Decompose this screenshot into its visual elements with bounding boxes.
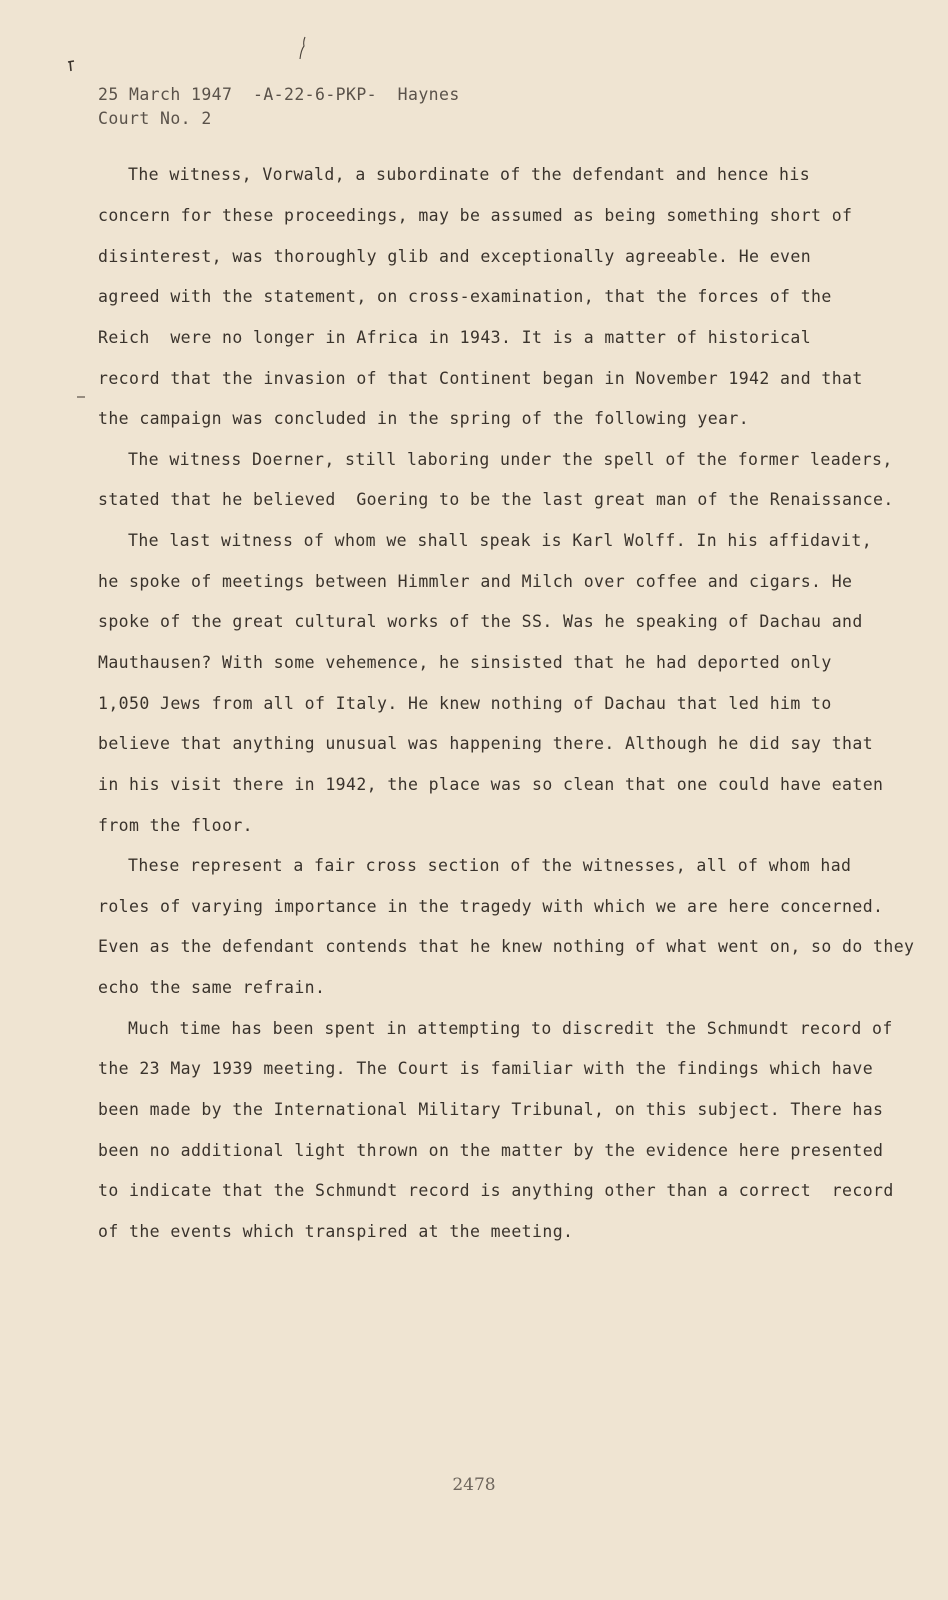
margin-tick-mark: [67, 60, 75, 72]
body-line: disinterest, was thoroughly glib and exceptionally agreeable. He even: [98, 247, 812, 266]
body-line: from the floor.: [98, 816, 254, 835]
body-line: agreed with the statement, on cross-examination, that the forces of the: [98, 287, 832, 306]
body-line: been no additional light thrown on the matter by the evidence here presented: [98, 1141, 884, 1160]
body-line: spoke of the great cultural works of the SS. Was he speaking of Dachau and: [98, 612, 863, 631]
body-line: roles of varying importance in the tragedy with which we are here concerned.: [98, 897, 884, 916]
body-line: been made by the International Military Tribunal, on this subject. There has: [98, 1100, 884, 1119]
body-line: to indicate that the Schmundt record is anything other than a correct record: [98, 1181, 894, 1200]
body-line: These represent a fair cross section of the witnesses, all of whom had: [128, 856, 852, 875]
header-court-number: Court No. 2: [98, 109, 212, 128]
body-line: stated that he believed Goering to be the last great man of the Renaissance.: [98, 490, 894, 509]
body-line: concern for these proceedings, may be assumed as being something short of: [98, 206, 853, 225]
document-header: [98, 83, 460, 131]
body-line: Reich were no longer in Africa in 1943. It is a matter of historical: [98, 328, 812, 347]
margin-dash-mark: [76, 395, 86, 399]
body-line: echo the same refrain.: [98, 978, 326, 997]
pencil-mark: [298, 36, 308, 60]
body-line: The last witness of whom we shall speak is Karl Wolff. In his affidavit,: [128, 531, 873, 550]
header-date-reference: 25 March 1947 -A-22-6-PKP- Haynes: [98, 85, 460, 104]
body-line: Much time has been spent in attempting to discredit the Schmundt record of: [128, 1019, 893, 1038]
body-line: 1,050 Jews from all of Italy. He knew nothing of Dachau that led him to: [98, 694, 832, 713]
body-line: believe that anything unusual was happening there. Although he did say that: [98, 734, 874, 753]
body-line: he spoke of meetings between Himmler and Milch over coffee and cigars. He: [98, 572, 853, 591]
body-line: the 23 May 1939 meeting. The Court is familiar with the findings which have: [98, 1059, 874, 1078]
body-line: the campaign was concluded in the spring of the following year.: [98, 409, 750, 428]
body-line: Even as the defendant contends that he knew nothing of what went on, so do they: [98, 937, 915, 956]
body-line: record that the invasion of that Continent began in November 1942 and that: [98, 369, 863, 388]
body-line: The witness Doerner, still laboring under the spell of the former leaders,: [128, 450, 893, 469]
body-line: Mauthausen? With some vehemence, he sinsisted that he had deported only: [98, 653, 832, 672]
body-line: The witness, Vorwald, a subordinate of the defendant and hence his: [128, 165, 811, 184]
body-line: of the events which transpired at the meeting.: [98, 1222, 574, 1241]
body-line: in his visit there in 1942, the place was so clean that one could have eaten: [98, 775, 884, 794]
page-number: 2478: [452, 1475, 496, 1495]
